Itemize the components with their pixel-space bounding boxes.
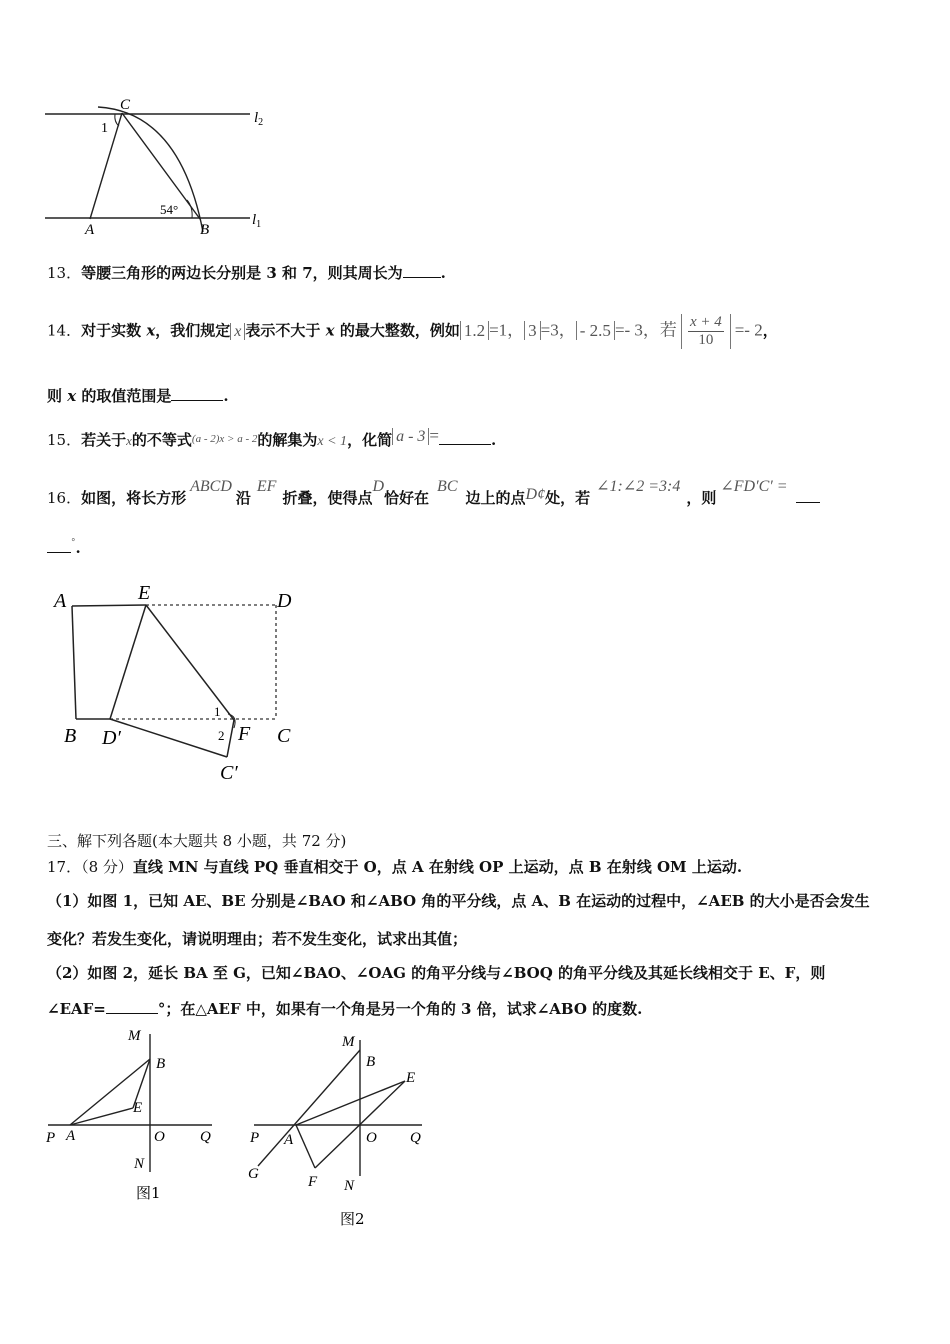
label-o: O [154,1129,165,1145]
label-b: B [156,1056,166,1072]
label-c: C [277,725,291,747]
label-d: D [277,590,292,612]
label-e: E [138,582,151,604]
edge-ab [72,606,76,719]
label-f: F [238,723,251,745]
label-m: M [342,1034,355,1050]
label-g: G [248,1166,259,1182]
label-c: C [120,97,131,113]
question-16-line2: °. [47,538,81,557]
label-n: N [134,1156,145,1172]
question-17-part1-cont: 变化？若发生变化，请说明理由；若不发生变化，试求出其值； [47,930,468,948]
arc [98,107,203,232]
question-17: 17．（8 分）直线 MN 与直线 PQ 垂直相交于 O，点 A 在射线 OP 上运动，点 B 在射线 OM 上运动. [47,858,743,876]
label-m: M [128,1028,141,1044]
edge-ed-prime [110,605,146,719]
label-p: P [46,1130,56,1146]
answer-blank [171,386,223,401]
label-o: O [366,1130,377,1146]
label-l2: $l_2$ [254,110,264,128]
answer-blank [439,430,491,445]
edge-ae [72,605,146,606]
label-c-prime: C′ [220,762,238,784]
label-e: E [406,1070,416,1086]
question-14-line2: 则 x 的取值范围是 . [47,387,229,405]
label-2: 2 [218,728,225,743]
answer-blank [796,488,820,503]
label-a: A [66,1128,76,1144]
figure-parallel-lines [40,92,280,242]
edge-fc-prime [227,720,234,757]
label-b: B [366,1054,376,1070]
question-17-part1: （1）如图 1，已知 AE、BE 分别是∠BAO 和∠ABO 角的平分线，点 A、B 在运动的过程中，∠AEB 的大小是否会发生 [47,892,870,910]
label-l1: $l_1$ [252,212,262,230]
answer-blank [106,999,158,1014]
answer-blank [403,263,441,278]
label-e: E [133,1100,143,1116]
caption-fig1: 图1 [136,1184,161,1202]
label-f: F [308,1174,318,1190]
figure-17-2 [240,1028,440,1233]
segment-gb [258,1050,360,1166]
label-1: 1 [101,121,108,136]
figure-rectangle-fold [48,582,308,792]
label-a: A [85,222,95,238]
figure-17-1 [40,1024,230,1204]
segment-ae [296,1081,405,1125]
question-15: 15．若关于x的不等式$^{(a - 2)x > a - 2}$的解集为x < 1，化简 a - 3 = . [47,426,497,449]
segment-af [296,1125,315,1168]
edge-ef [146,605,234,720]
edge-dc-prime [110,719,227,757]
question-14: 14．对于实数 x，我们规定 x 表示不大于 x 的最大整数，例如 1.2 =1， 3 =3， - 2.5 =- 3，若 $\frac{x + 4}{10}$ =- 2， [47,314,778,348]
fraction: $\frac{x + 4}{10}$ [681,314,731,349]
label-q: Q [200,1129,211,1145]
answer-blank [47,538,71,553]
label-54: 54° [160,202,179,217]
caption-fig2: 图2 [340,1210,365,1228]
label-d-prime: D′ [102,727,121,749]
label-a: A [284,1132,294,1148]
question-13: 13．等腰三角形的两边长分别是 3 和 7，则其周长为 . [47,264,446,282]
label-q: Q [410,1130,421,1146]
label-p: P [250,1130,260,1146]
question-17-part2-cont: ∠EAF= °；在△AEF 中，如果有一个角是另一个角的 3 倍，试求∠ABO 的度数. [47,1000,643,1018]
label-1: 1 [214,704,221,719]
label-b: B [64,725,77,747]
label-a: A [54,590,67,612]
question-16: 16．如图，将长方形ABCD沿EF折叠，使得点D恰好在BC边上的点D¢处，若∠1:∠2 =3:4，则∠FD′C′ = [47,476,820,508]
label-n: N [344,1178,355,1194]
question-17-part2: （2）如图 2，延长 BA 至 G，已知∠BAO、∠OAG 的角平分线与∠BOQ 的角平分线及其延长线相交于 E、F，则 [47,964,826,982]
section-3-title: 三、解下列各题(本大题共 8 小题，共 72 分) [47,832,347,850]
label-b: B [200,222,210,238]
